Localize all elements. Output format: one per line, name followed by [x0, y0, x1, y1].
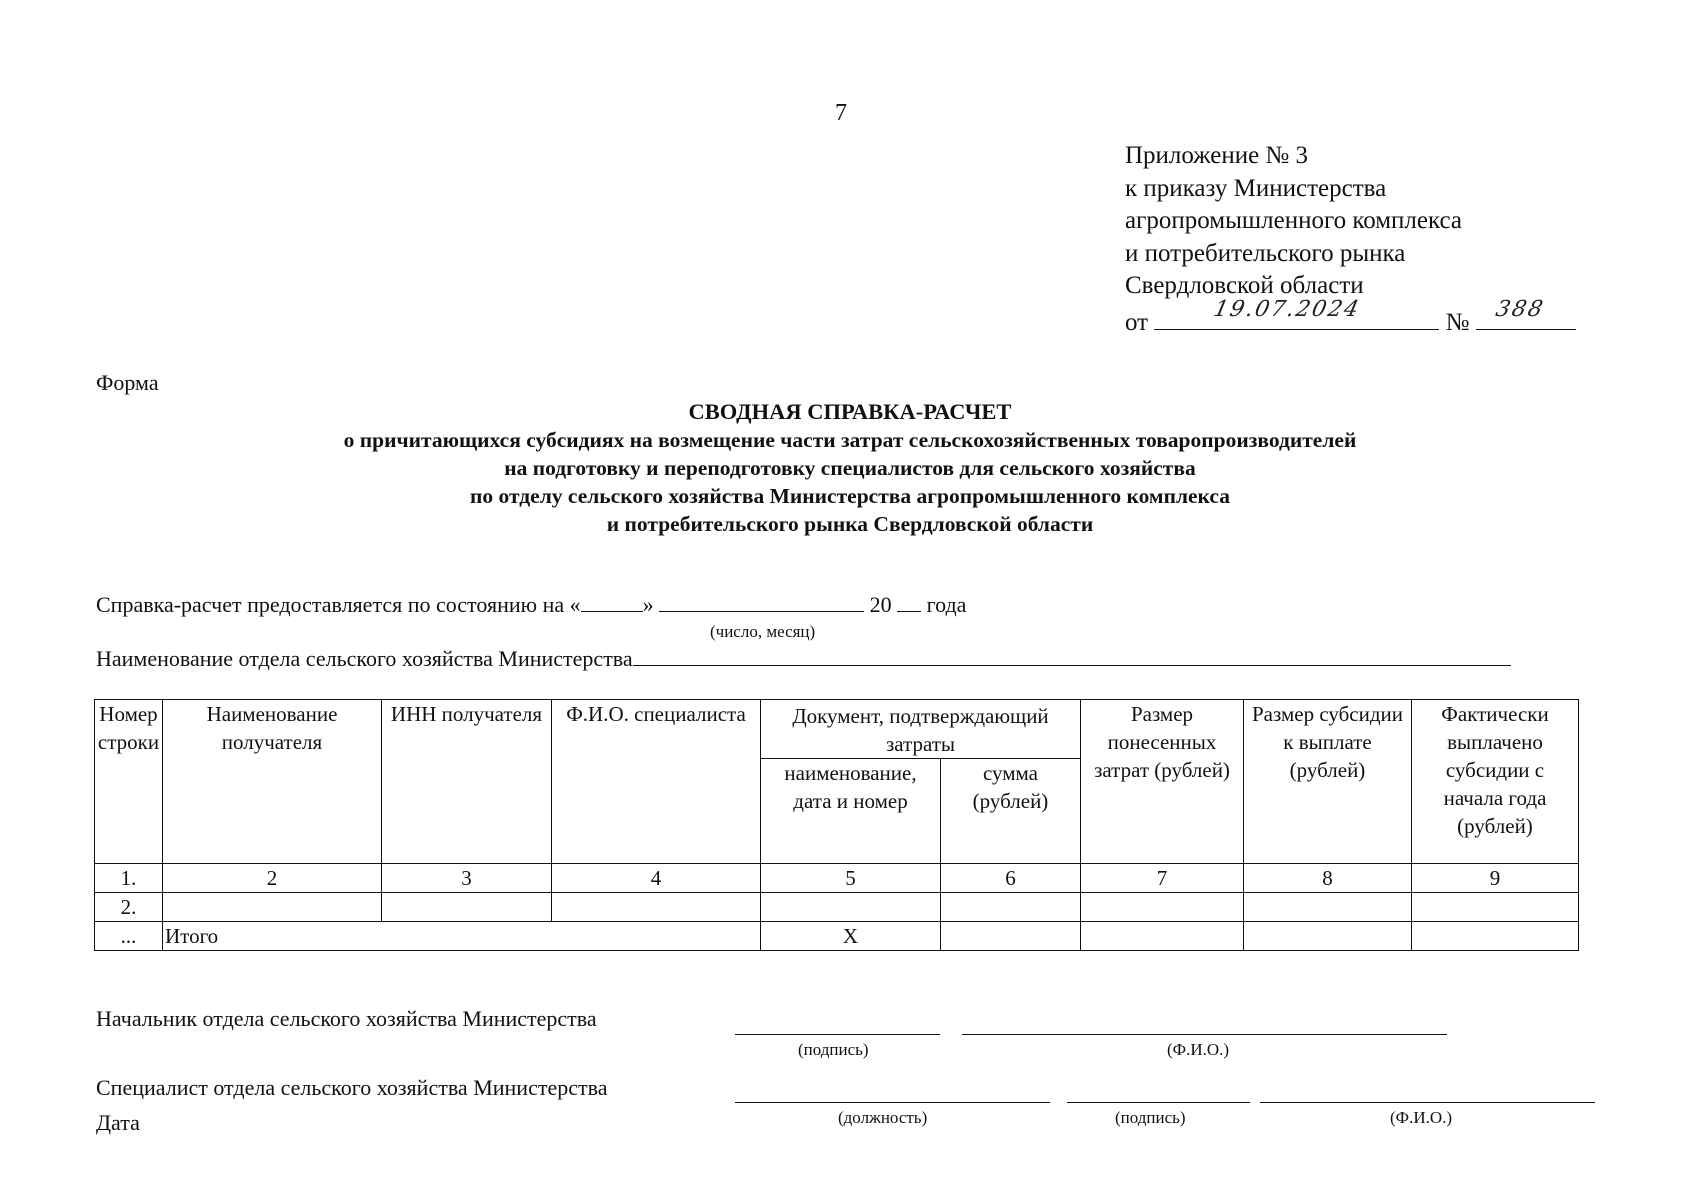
- head-fio-line: [962, 1034, 1447, 1035]
- title-line: и потребительского рынка Свердловской области: [606, 512, 1094, 536]
- table-cell: [1412, 893, 1579, 922]
- table-cell: [382, 893, 552, 922]
- department-label: Наименование отдела сельского хозяйства Министерства: [96, 646, 633, 671]
- month-field: [659, 593, 864, 612]
- column-number: 6: [941, 864, 1081, 893]
- title-main: СВОДНАЯ СПРАВКА-РАСЧЕТ: [688, 399, 1012, 424]
- header-document-group: Документ, подтверждающий затраты: [761, 700, 1081, 759]
- header-subsidy: Размер субсидии к выплате (рублей): [1244, 700, 1412, 864]
- appendix-line: и потребительского рынка: [1125, 239, 1406, 267]
- order-date-handwritten: 19.07.2024: [1211, 297, 1364, 322]
- appendix-date-row: [1125, 297, 1576, 340]
- department-field: [633, 647, 1511, 666]
- table-cell: [1081, 922, 1244, 951]
- spec-sign-line: [1067, 1102, 1250, 1103]
- spec-position-line: [735, 1102, 1050, 1103]
- header-row-number: Номер строки: [95, 700, 163, 864]
- date-caption: (число, месяц): [710, 622, 816, 641]
- head-signature-label: Начальник отдела сельского хозяйства Министерства: [96, 1006, 597, 1031]
- appendix-line: Свердловской области: [1125, 272, 1364, 299]
- spec-fio-line: [1260, 1102, 1595, 1103]
- total-row-number: ...: [95, 922, 163, 951]
- title-line: о причитающихся субсидиях на возмещение части затрат сельскохозяйственных товаропроизводителей: [343, 428, 1357, 452]
- column-number: 1.: [95, 864, 163, 893]
- year-suffix: года: [926, 592, 967, 617]
- order-number-field: [1476, 297, 1576, 330]
- department-line: [96, 646, 1511, 672]
- column-number: 5: [761, 864, 941, 893]
- column-number: 4: [552, 864, 761, 893]
- state-date-line: [96, 592, 966, 618]
- header-inn: ИНН получателя: [382, 700, 552, 864]
- total-label: Итого: [163, 922, 761, 951]
- table-cell: [941, 922, 1081, 951]
- column-number: 2: [163, 864, 382, 893]
- total-doc-mark: Х: [761, 922, 941, 951]
- header-costs: Размер понесенных затрат (рублей): [1081, 700, 1244, 864]
- table-cell: [1412, 922, 1579, 951]
- spec-sign-caption: (подпись): [1115, 1108, 1186, 1127]
- head-sign-line: [735, 1034, 940, 1035]
- appendix-line: Приложение № 3: [1125, 142, 1309, 169]
- row-number: 2.: [95, 893, 163, 922]
- year-prefix: 20: [869, 592, 892, 617]
- header-paid: Фактически выплачено субсидии с начала года (рублей): [1412, 700, 1579, 864]
- title-line: по отделу сельского хозяйства Министерства агропромышленного комплекса: [470, 484, 1230, 508]
- appendix-line: к приказу Министерства: [1125, 174, 1387, 202]
- head-fio-caption: (Ф.И.О.): [1167, 1040, 1230, 1059]
- table-cell: [941, 893, 1081, 922]
- header-document-name: наименование, дата и номер: [761, 759, 941, 864]
- day-field: [581, 593, 643, 612]
- date-prefix: от: [1125, 308, 1149, 336]
- page-number: 7: [835, 100, 847, 126]
- column-number: 7: [1081, 864, 1244, 893]
- header-document-sum: сумма (рублей): [941, 759, 1081, 864]
- title-line: на подготовку и переподготовку специалистов для сельского хозяйства: [504, 456, 1196, 480]
- spec-position-caption: (должность): [838, 1108, 928, 1127]
- form-label: Форма: [96, 370, 159, 395]
- date-label: Дата: [96, 1110, 140, 1135]
- table-cell: [552, 893, 761, 922]
- order-number-handwritten: 388: [1493, 297, 1547, 322]
- table-cell: [761, 893, 941, 922]
- document-title: [180, 398, 1520, 538]
- table-cell: [1081, 893, 1244, 922]
- year-field: [897, 593, 921, 612]
- order-date-field: [1154, 297, 1439, 330]
- spec-fio-caption: (Ф.И.О.): [1390, 1108, 1453, 1127]
- appendix-line: агропромышленного комплекса: [1125, 207, 1463, 234]
- column-number: 9: [1412, 864, 1579, 893]
- state-line-text: Справка-расчет предоставляется по состоянию на «: [96, 592, 581, 617]
- specialist-signature-label: Специалист отдела сельского хозяйства Министерства: [96, 1075, 608, 1100]
- quote-close: »: [642, 592, 654, 617]
- calculation-table: [94, 699, 1579, 951]
- head-sign-caption: (подпись): [798, 1040, 869, 1059]
- header-specialist-fio: Ф.И.О. специалиста: [552, 700, 761, 864]
- table-cell: [1244, 893, 1412, 922]
- header-recipient-name: Наименование получателя: [163, 700, 382, 864]
- column-number: 3: [382, 864, 552, 893]
- table-cell: [1244, 922, 1412, 951]
- number-prefix: №: [1445, 308, 1470, 336]
- table-cell: [163, 893, 382, 922]
- appendix-block: [1125, 140, 1576, 339]
- column-number: 8: [1244, 864, 1412, 893]
